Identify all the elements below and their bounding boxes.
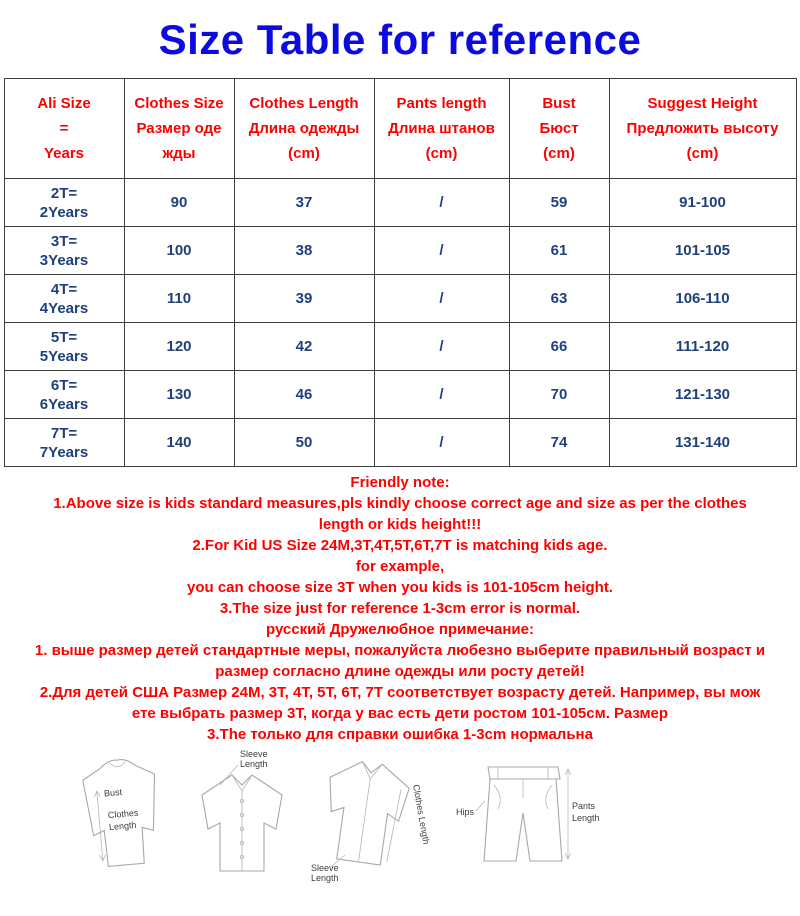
size-row-1	[4, 227, 796, 275]
tee-measurement-diagram	[67, 749, 178, 882]
size-row-0	[4, 179, 796, 227]
size-row-3	[4, 323, 796, 371]
size-cell: 101-105	[609, 227, 796, 275]
pants-length-label-line2: Length	[572, 813, 600, 823]
note-line-11: ете выбрать размер 3T, когда у вас есть дети ростом 101-105см. Размер	[131, 705, 669, 722]
column-header-5: Suggest Height Предложить высоту (cm)	[609, 79, 796, 179]
note-line-12: 3.The только для справки ошибка 1-3cm нормальна	[207, 726, 593, 743]
column-header-0: Ali Size = Years	[4, 79, 124, 179]
note-line-3: 2.For Kid US Size 24M,3T,4T,5T,6T,7T is matching kids age.	[192, 537, 608, 554]
size-chart-page	[0, 16, 800, 916]
size-cell: /	[374, 371, 509, 419]
size-table-body	[4, 179, 796, 467]
header-row	[4, 79, 796, 179]
size-cell: 42	[234, 323, 374, 371]
size-row-2	[4, 275, 796, 323]
size-table	[4, 78, 797, 467]
column-header-3: Pants length Длина штанов (cm)	[374, 79, 509, 179]
size-cell: /	[374, 419, 509, 467]
size-cell: 90	[124, 179, 234, 227]
size-cell: 4T= 4Years	[4, 275, 124, 323]
column-header-4: Bust Бюст (cm)	[509, 79, 609, 179]
sleeve-length-label-line2: Length	[311, 873, 339, 883]
note-line-9: размер согласно длине одежды или росту детей!	[215, 663, 585, 680]
size-cell: 106-110	[609, 275, 796, 323]
column-header-2: Clothes Length Длина одежды (cm)	[234, 79, 374, 179]
size-cell: 120	[124, 323, 234, 371]
friendly-notes	[0, 472, 800, 745]
size-cell: 37	[234, 179, 374, 227]
size-cell: 131-140	[609, 419, 796, 467]
size-cell: 39	[234, 275, 374, 323]
bust-label: Bust	[103, 786, 123, 799]
note-line-6: 3.The size just for reference 1-3cm error is normal.	[219, 600, 581, 617]
size-cell: 5T= 5Years	[4, 323, 124, 371]
size-cell: 7T= 7Years	[4, 419, 124, 467]
size-cell: 46	[234, 371, 374, 419]
note-line-5: you can choose size 3T when you kids is 101-105cm height.	[187, 579, 613, 596]
size-cell: 6T= 6Years	[4, 371, 124, 419]
size-cell: 61	[509, 227, 609, 275]
tilted-shirt-measurement-diagram	[309, 751, 434, 886]
size-cell: 63	[509, 275, 609, 323]
size-cell: 66	[509, 323, 609, 371]
size-cell: 91-100	[609, 179, 796, 227]
size-cell: 74	[509, 419, 609, 467]
note-line-2: length or kids height!!!	[318, 516, 482, 533]
clothes-length-label-line1: Clothes	[107, 807, 139, 821]
size-cell: 2T= 2Years	[4, 179, 124, 227]
note-line-1: 1.Above size is kids standard measures,pls kindly choose correct age and size as per the clothes	[53, 495, 747, 512]
note-line-0: Friendly note:	[350, 474, 450, 491]
note-line-4: for example,	[355, 558, 445, 575]
sleeve-length-label-line1: Sleeve	[240, 749, 268, 759]
size-cell: 121-130	[609, 371, 796, 419]
size-cell: 3T= 3Years	[4, 227, 124, 275]
shirt-measurement-diagram	[190, 745, 295, 880]
size-cell: /	[374, 323, 509, 371]
note-line-10: 2.Для детей США Размер 24M, 3T, 4T, 5T, 6T, 7T соответствует возрасту детей. Например, вы мож	[39, 684, 761, 701]
column-header-1: Clothes Size Размер оде жды	[124, 79, 234, 179]
size-cell: 111-120	[609, 323, 796, 371]
size-cell: 70	[509, 371, 609, 419]
size-cell: 59	[509, 179, 609, 227]
sleeve-length-label-line1: Sleeve	[311, 863, 339, 873]
sleeve-length-label-line2: Length	[240, 759, 268, 769]
size-cell: /	[374, 179, 509, 227]
size-row-5	[4, 419, 796, 467]
size-cell: /	[374, 227, 509, 275]
pants-measurement-diagram	[454, 753, 604, 878]
clothes-length-label-line2: Length	[108, 819, 137, 833]
hips-label: Hips	[456, 807, 475, 817]
size-cell: 140	[124, 419, 234, 467]
note-line-8: 1. выше размер детей стандартные меры, пожалуйста любезно выберите правильный возраст и	[34, 642, 766, 659]
size-cell: 110	[124, 275, 234, 323]
measurement-diagrams	[72, 745, 800, 886]
size-row-4	[4, 371, 796, 419]
pants-length-label-line1: Pants	[572, 801, 596, 811]
size-cell: 130	[124, 371, 234, 419]
clothes-length-label: Clothes Length	[411, 783, 432, 845]
size-cell: /	[374, 275, 509, 323]
size-table-header	[4, 79, 796, 179]
size-cell: 38	[234, 227, 374, 275]
page-title: Size Table for reference	[158, 16, 642, 63]
note-line-7: русский Дружелюбное примечание:	[265, 621, 534, 638]
size-cell: 50	[234, 419, 374, 467]
size-cell: 100	[124, 227, 234, 275]
